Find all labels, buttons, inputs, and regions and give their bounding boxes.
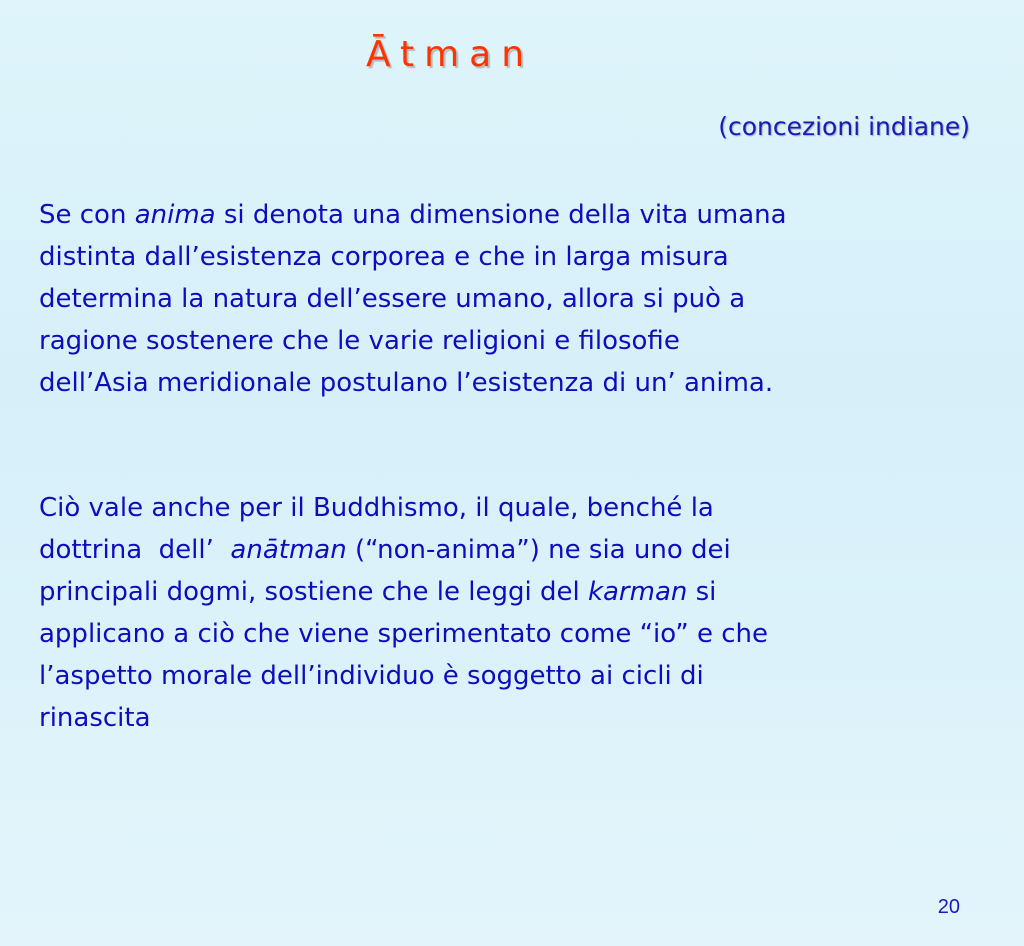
slide-title: Ātman	[365, 34, 535, 75]
paragraph-2-line-5: l’aspetto morale dell’individuo è soggetto ai cicli di	[39, 661, 704, 691]
text-run: Se con	[39, 200, 135, 230]
paragraph-2-line-6: rinascita	[39, 703, 151, 733]
paragraph-1-line-1	[39, 200, 787, 230]
slide-subtitle: (concezioni indiane)	[718, 112, 970, 141]
paragraph-1-line-3: determina la natura dell’essere umano, allora si può a	[39, 284, 746, 314]
paragraph-1-line-5: dell’Asia meridionale postulano l’esistenza di un’ anima.	[39, 368, 774, 398]
page-number: 20	[937, 896, 960, 918]
text-run: (“non-anima”) ne sia uno dei	[346, 535, 731, 565]
text-run: si denota una dimensione della vita umana	[215, 200, 787, 230]
italic-term-anatman: anātman	[230, 535, 347, 565]
paragraph-1-line-4: ragione sostenere che le varie religioni e filosofie	[39, 326, 680, 356]
paragraph-2-line-4: applicano a ciò che viene sperimentato come “io” e che	[39, 619, 769, 649]
italic-term-karman: karman	[587, 577, 688, 607]
paragraph-2-line-1: Ciò vale anche per il Buddhismo, il quale, benché la	[39, 493, 714, 523]
text-run: si	[687, 577, 717, 607]
text-run: principali dogmi, sostiene che le leggi del	[39, 577, 588, 607]
paragraph-1	[39, 194, 979, 404]
paragraph-2	[39, 487, 979, 739]
paragraph-2-line-3	[39, 577, 716, 607]
paragraph-1-line-2: distinta dall’esistenza corporea e che in larga misura	[39, 242, 729, 272]
paragraph-2-line-2	[39, 535, 731, 565]
text-run: dottrina dell’	[39, 535, 231, 565]
italic-term-anima: anima	[134, 200, 216, 230]
